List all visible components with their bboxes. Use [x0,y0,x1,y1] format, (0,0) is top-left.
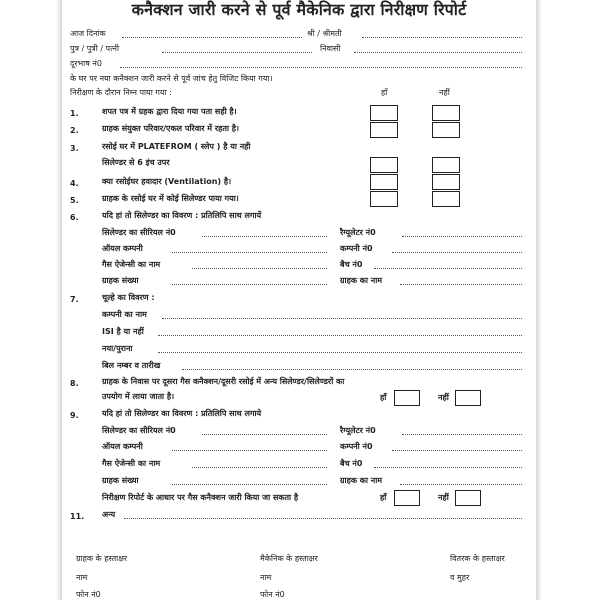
consumer-no-field-2[interactable] [172,484,327,485]
customer-name-footer-label: नाम [76,573,88,582]
bill-field[interactable] [182,369,522,370]
isi-label: ISI है या नहीं [102,327,144,336]
item-8-text: ग्राहक के निवास पर दूसरा गैस कनैक्शन/दूसरी रसोई में अन्य सिलेण्डर/सिलेण्डरों का [102,377,345,386]
oil-company-label: ऑयल कम्पनी [102,244,143,253]
page-shadow-right [536,0,542,600]
batch-field-2[interactable] [374,467,522,468]
item-number: 11. [70,512,85,521]
relation-field[interactable] [162,52,312,53]
no-header: नहीं [439,88,450,97]
item-10-yes-checkbox[interactable] [394,490,420,506]
agency-label: गैस ऐजेन्सी का नाम [102,260,161,269]
visit-text: के घर पर नया कनैक्शन जारी करने से पूर्व जांच हेतु विजिट किया गया। [70,74,273,83]
new-old-field[interactable] [158,352,522,353]
item-4-yes-checkbox[interactable] [370,174,398,190]
item-4-text: क्या रसोईघर हवादार (Ventilation) है। [102,177,232,186]
regulator-label-2: रैग्यूलेटर नं0 [340,426,376,435]
item-number: 1. [70,109,79,118]
item-8-yes-checkbox[interactable] [394,390,420,406]
item-number: 7. [70,295,79,304]
batch-label-2: बैच नं0 [340,459,363,468]
oil-company-label-2: ऑयल कम्पनी [102,442,143,451]
item-6-text: यदि हां तो सिलेण्डर का विवरण : प्रतिलिपि साथ लगायें [102,211,262,220]
item-1-yes-checkbox[interactable] [370,105,398,121]
item-5-text: ग्राहक के रसोई घर में कोई सिलेण्डर पाया गया। [102,194,239,203]
consumer-name-field-2[interactable] [400,484,522,485]
cylinder-serial-label-2: सिलेण्डर का सीरियल नं0 [102,426,176,435]
mechanic-name-footer-label: नाम [260,573,272,582]
item-11-text: अन्य [102,510,116,519]
item-9-text: यदि हां तो सिलेण्डर का विवरण : प्रतिलिपि साथ लगाये [102,409,262,418]
item-8-yes-label: हाँ [380,393,387,402]
distributor-stamp-label: व मुहर [450,573,470,582]
item-number: 5. [70,196,79,205]
item-3-no-checkbox[interactable] [432,157,460,173]
item-8-no-checkbox[interactable] [455,390,481,406]
form-title: कनैक्शन जारी करने से पूर्व मैकेनिक द्वारा निरीक्षण रिपोर्ट [131,0,467,19]
agency-field-2[interactable] [192,467,327,468]
consumer-name-label: ग्राहक का नाम [340,276,383,285]
item-3-text: रसोई घर में PLATEFROM ( स्लेप ) है या नही [102,142,251,151]
resident-field[interactable] [354,52,522,53]
batch-field[interactable] [374,268,522,269]
item-8-no-label: नहीं [438,393,449,402]
agency-label-2: गैस ऐजेन्सी का नाम [102,459,161,468]
item-7-text: चूल्हे का विवरण : [102,293,155,302]
item-number: 8. [70,379,79,388]
date-field[interactable] [122,37,302,38]
relation-label: पुत्र / पुत्री / पत्नी [70,44,120,53]
consumer-name-field[interactable] [400,284,522,285]
item-10-yes-label: हाँ [380,493,387,502]
other-field[interactable] [124,518,522,519]
isi-field[interactable] [158,335,522,336]
oil-company-field[interactable] [172,252,327,253]
item-5-yes-checkbox[interactable] [370,191,398,207]
consumer-name-label-2: ग्राहक का नाम [340,476,383,485]
inspection-form [62,0,536,600]
item-number: 4. [70,179,79,188]
item-1-text: शपत पत्र में ग्रहक द्वारा दिया गया पता सही है। [102,107,237,116]
company-no-field[interactable] [392,252,522,253]
item-number: 6. [70,213,79,222]
item-10-no-checkbox[interactable] [455,490,481,506]
stove-company-label: कम्पनी का नाम [102,310,147,319]
item-10-no-label: नहीं [438,493,449,502]
batch-label: बैच नं0 [340,260,363,269]
item-5-no-checkbox[interactable] [432,191,460,207]
mechanic-sign-label: मैकेनिक के हस्ताक्षर [260,554,318,563]
item-2-yes-checkbox[interactable] [370,122,398,138]
company-no-field-2[interactable] [392,450,522,451]
yes-header: हाँ [381,88,388,97]
customer-sign-label: ग्राहक के हस्ताक्षर [76,554,128,563]
phone-field[interactable] [120,67,522,68]
item-number: 2. [70,126,79,135]
item-number: 3. [70,144,79,153]
item-4-no-checkbox[interactable] [432,174,460,190]
company-no-label: कम्पनी नं0 [340,244,373,253]
phone-label: दूरभाष नं0 [70,59,102,68]
date-label: आज दिनांक [70,29,106,38]
item-3-subtext: सिलेण्डर से 6 इंच उपर [102,158,170,167]
bill-label: बिल नम्बर व तारीख [102,361,161,370]
consumer-no-field[interactable] [172,284,327,285]
regulator-label: रैग्यूलेटर नं0 [340,228,376,237]
stove-company-field[interactable] [162,318,522,319]
shri-label: श्री / श्रीमती [307,29,342,38]
agency-field[interactable] [192,268,327,269]
consumer-no-label-2: ग्राहक संख्या [102,476,139,485]
item-1-no-checkbox[interactable] [432,105,460,121]
new-old-label: नया/पुराना [102,344,133,353]
found-text: निरीक्षण के दौरान निम्न पाया गया : [70,88,172,97]
item-2-text: ग्राहक संयुक्त परिवार/एकल परिवार में रहता है। [102,124,240,133]
cylinder-serial-label: सिलेण्डर का सीरियल नं0 [102,228,176,237]
consumer-no-label: ग्राहक संख्या [102,276,139,285]
item-8-subtext: उपयोग में लाया जाता है। [102,392,175,401]
item-10-text: निरीक्षण रिपोर्ट के आधार पर गैस कनैक्शन जारी किया जा सकता है [102,493,299,502]
item-number: 9. [70,411,79,420]
distributor-sign-label: वितरक के हस्ताक्षर [450,554,505,563]
regulator-field-2[interactable] [402,434,522,435]
company-no-label-2: कम्पनी नं0 [340,442,373,451]
item-2-no-checkbox[interactable] [432,122,460,138]
name-field[interactable] [362,37,522,38]
resident-label: निवासी [320,44,341,53]
mechanic-phone-label: फोन नं0 [260,590,285,599]
cylinder-serial-field[interactable] [202,236,327,237]
oil-company-field-2[interactable] [172,450,327,451]
cylinder-serial-field-2[interactable] [202,434,327,435]
customer-phone-label: फोन नं0 [76,590,101,599]
item-3-yes-checkbox[interactable] [370,157,398,173]
regulator-field[interactable] [402,236,522,237]
